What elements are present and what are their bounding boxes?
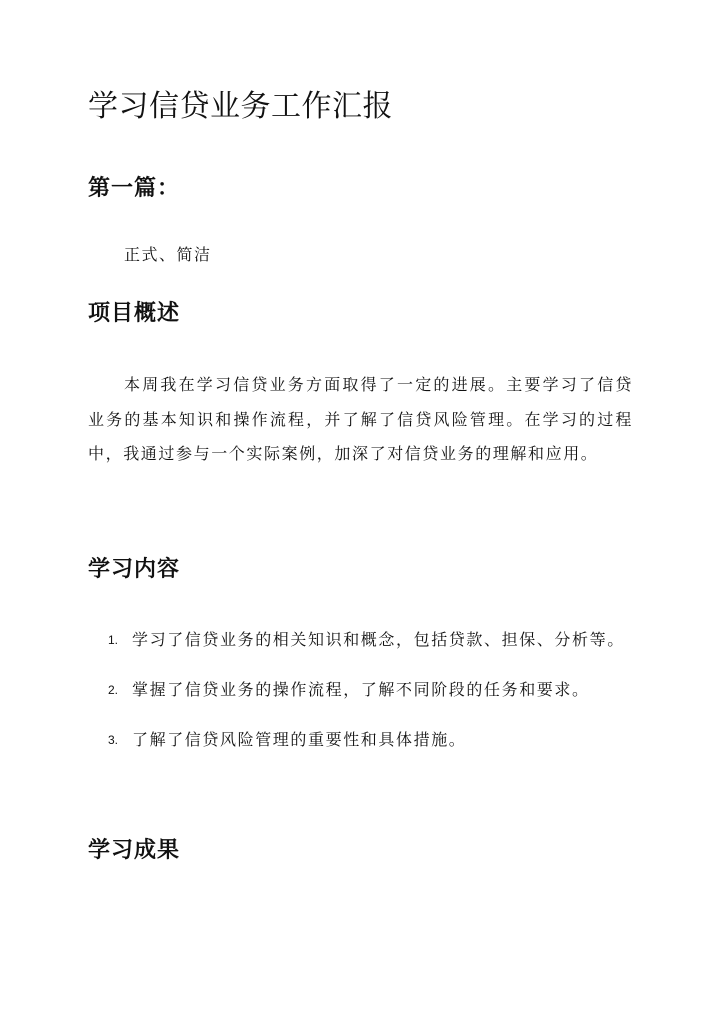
list-text: 掌握了信贷业务的操作流程，了解不同阶段的任务和要求。 <box>132 680 590 699</box>
list-text: 学习了信贷业务的相关知识和概念，包括贷款、担保、分析等。 <box>132 630 625 649</box>
style-note: 正式、简洁 <box>124 245 212 264</box>
list-item <box>88 673 633 707</box>
document-title: 学习信贷业务工作汇报 <box>88 89 393 124</box>
list-item <box>88 623 633 657</box>
list-number: 2. <box>108 683 119 697</box>
content-list <box>88 623 633 757</box>
overview-heading: 项目概述 <box>88 300 181 326</box>
list-number: 1. <box>108 633 119 647</box>
content-heading: 学习内容 <box>88 556 181 582</box>
part-heading: 第一篇： <box>88 175 181 201</box>
list-item <box>88 723 633 757</box>
list-text: 了解了信贷风险管理的重要性和具体措施。 <box>132 730 467 749</box>
overview-paragraph: 本周我在学习信贷业务方面取得了一定的进展。主要学习了信贷业务的基本知识和操作流程，并了解了信贷风险管理。在学习的过程中，我通过参与一个实际案例，加深了对信贷业务的理解和应用。 <box>88 375 633 464</box>
list-number: 3. <box>108 733 119 747</box>
results-heading: 学习成果 <box>88 837 181 863</box>
